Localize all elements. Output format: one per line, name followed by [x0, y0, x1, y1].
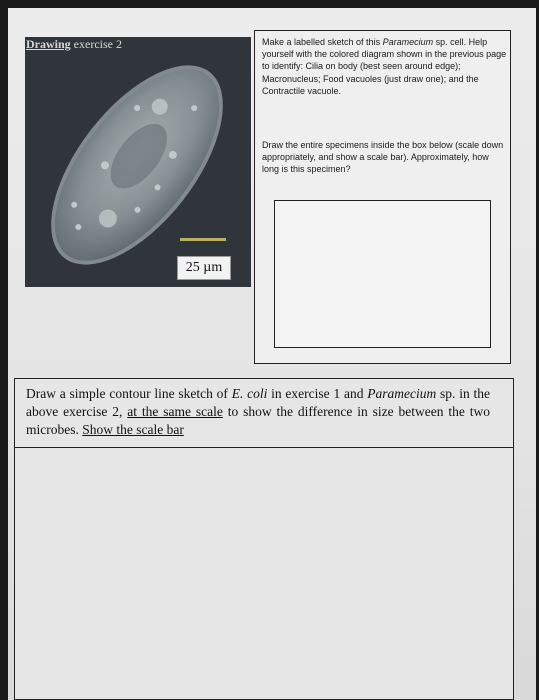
comparison-text-4: to show the difference in size between the two microbes.: [26, 404, 490, 437]
paramecium-cell-image: [25, 37, 251, 287]
instruction-1-genus: Paramecium: [382, 37, 434, 47]
divider-line: [15, 447, 513, 448]
sketch-drawing-area[interactable]: [274, 200, 491, 348]
instruction-1-prefix: Make a labelled sketch of this: [262, 37, 383, 47]
scale-bar: [180, 238, 226, 241]
comparison-text-3: sp. in the above exercise 2,: [26, 386, 490, 419]
instruction-text-2: Draw the entire specimens inside the box below (scale down appropriately, and show a scale bar). Approximately, how long is this specimen?: [262, 140, 504, 175]
ecoli-name: E. coli: [231, 386, 268, 401]
show-scale-bar-emphasis: Show the scale bar: [82, 422, 184, 437]
scale-label: 25 µm: [177, 256, 231, 280]
exercise-title-rest: exercise 2: [70, 37, 122, 51]
comparison-text-2: in exercise 1 and: [267, 386, 368, 401]
same-scale-emphasis: at the same scale: [127, 404, 223, 419]
instruction-text-1: [262, 36, 507, 97]
exercise-title: [26, 37, 122, 52]
comparison-text-1: Draw a simple contour line sketch of: [26, 386, 232, 401]
paramecium-name: Paramecium: [367, 386, 437, 401]
comparison-instruction: [26, 385, 490, 439]
exercise-title-underlined: Drawing: [26, 37, 71, 51]
paramecium-micrograph: [25, 37, 251, 287]
instruction-1-rest: sp. cell. Help yourself with the colored diagram shown in the previous page to identify: Cilia on body (best seen around edge); Macronucleus; Food vacuoles (just draw one); and the Contractile vacuole.: [262, 37, 507, 96]
